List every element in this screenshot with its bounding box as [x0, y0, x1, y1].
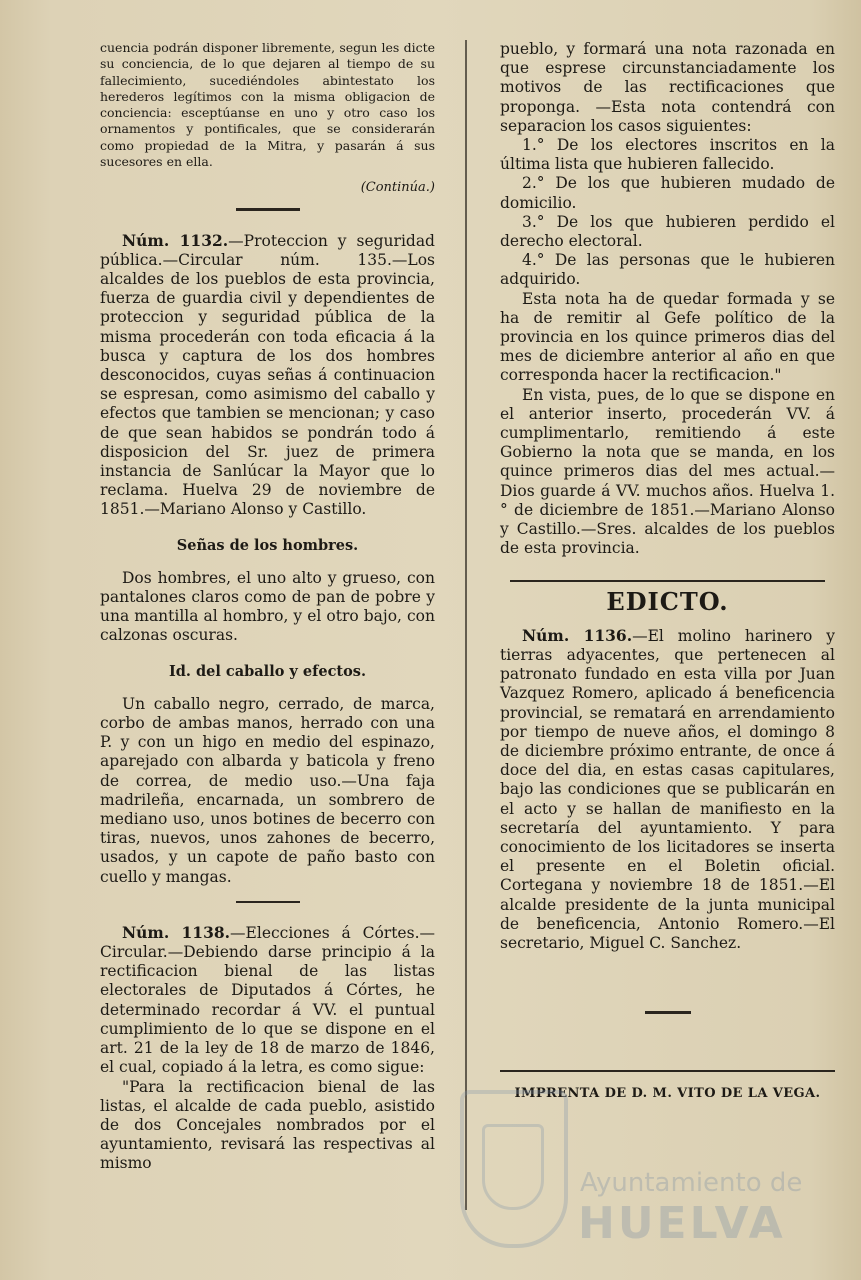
edicto-heading: EDICTO. [606, 587, 729, 617]
intro-paragraph: cuencia podrán disponer libremente, segun les dicte su conciencia, de lo que dejaren al tiempo de su fallecimiento, sucediéndoles abintestato los herederos legítimos con la misma obligacion de conciencia: esceptúanse en uno y otro caso los ornamentos y pontificales, que se considerarán como propiedad de la Mitra, y pasarán á sus sucesores en ella. [100, 40, 435, 170]
list-item-2: 2.° De los que hubieren mudado de domicilio. [500, 174, 835, 212]
watermark-line1: Ayuntamiento de [580, 1168, 803, 1198]
continued-paragraph: pueblo, y formará una nota razonada en que esprese circunstanciadamente los motivos de las rectificaciones que proponga. —Esta nota contendrá con separacion los casos siguientes: [500, 40, 835, 135]
watermark-logo [460, 1090, 803, 1260]
list-item-1: 1.° De los electores inscritos en la última lista que hubieren fallecido. [500, 136, 835, 174]
notice-1136-text: —El molino harinero y tierras adyacentes, que pertenecen al patronato fundado en esta villa por Juan Vazquez Romero, aplicado á beneficencia provincial, se rematará en arrendamiento por tiempo de nueve años, el domingo 8 de diciembre próximo entrante, de once á doce del dia, en estas casas capitulares, bajo las condiciones que se publicarán en el acto y se hallan de manifiesto en la secretaría del ayuntamiento. Y para conocimiento de los licitadores se inserta el presente en el Boletin oficial. Cortegana y noviembre 18 de 1851.—El alcalde presidente de la junta municipal de beneficencia, Antonio Romero.—El secretario, Miguel C. Sanchez. [500, 626, 835, 952]
senas-heading: Señas de los hombres. [176, 536, 359, 554]
notice-1132-number: Núm. 1132. [122, 230, 229, 250]
notice-1132-text: —Proteccion y seguridad pública.—Circular núm. 135.—Los alcaldes de los pueblos de esta provincia, fuerza de guardia civil y dependientes de proteccion y seguridad pública de la misma procederán con toda eficacia á la busca y captura de los dos hombres desconocidos, cuyas señas á continuacion se espresan, como asimismo del caballo y efectos que tambien se mencionan; y caso de que sean habidos se pondrán todo á disposicion del Sr. juez de primera instancia de Sanlúcar la Mayor que lo reclama. Huelva 29 de noviembre de 1851.—Mariano Alonso y Castillo. [100, 231, 435, 519]
footer-rule [500, 1070, 835, 1072]
shield-icon [460, 1090, 568, 1248]
list-item-3: 3.° De los que hubieren perdido el derecho electoral. [500, 212, 835, 251]
notice-1138-number: Núm. 1138. [122, 922, 231, 942]
section-divider [236, 208, 300, 211]
senas-paragraph: Dos hombres, el uno alto y grueso, con pantalones claros como de pan de pobre y una mantilla al hombro, y el otro bajo, con calzonas oscuras. [100, 568, 435, 645]
caballo-paragraph: Un caballo negro, cerrado, de marca, corbo de ambas manos, herrado con una P. y con un higo en medio del espinazo, aparejado con albarda y baticola y freno de correa, de medio uso.—Una faja madrileña, encarnada, un sombrero de mediano uso, unos botines de becerro con tiras, nuevos, unos zahones de becerro, usados, y un capote de paño basto con cuello y mangas. [100, 694, 435, 886]
continua-note: (Continúa.) [360, 180, 435, 196]
notice-1136 [500, 626, 835, 953]
edicto-divider [510, 580, 825, 582]
notice-1132 [100, 231, 435, 520]
list-item-4: 4.° De las personas que le hubieren adquirido. [500, 251, 835, 289]
left-column [100, 40, 435, 1174]
notice-1136-number: Núm. 1136. [522, 625, 633, 645]
quote-paragraph: "Para la rectificacion bienal de las listas, el alcalde de cada pueblo, asistido de dos Concejales nombrados por el ayuntamiento, revisará las respectivas al mismo [100, 1077, 435, 1173]
section-divider [236, 901, 300, 903]
vista-paragraph: En vista, pues, de lo que se dispone en el anterior inserto, procederán VV. á cumplimentarlo, remitiendo á este Gobierno la nota que se manda, en los quince primeros dias del mes actual.—Dios guarde á VV. muchos años. Huelva 1.° de diciembre de 1851.—Mariano Alonso y Castillo.—Sres. alcaldes de los pueblos de esta provincia. [500, 385, 835, 558]
closing-dash [645, 1011, 691, 1014]
watermark-line2: HUELVA [578, 1198, 786, 1249]
notice-1138-text: —Elecciones á Córtes.—Circular.—Debiendo darse principio á la rectificacion bienal de las listas electorales de Diputados á Córtes, he determinado recordar á VV. el puntual cumplimiento de lo que se dispone en el art. 21 de la ley de 18 de marzo de 1846, el cual, copiado á la letra, es como sigue: [100, 923, 435, 1077]
notice-1138 [100, 923, 435, 1078]
right-column [500, 40, 835, 1103]
nota-paragraph: Esta nota ha de quedar formada y se ha de remitir al Gefe político de la provincia en los quince primeros dias del mes de diciembre anterior al año en que corresponda hacer la rectificacion." [500, 289, 835, 385]
printer-imprint: IMPRENTA DE D. M. VITO DE LA VEGA. [514, 1086, 821, 1102]
caballo-heading: Id. del caballo y efectos. [168, 662, 366, 680]
column-divider [465, 40, 467, 1210]
